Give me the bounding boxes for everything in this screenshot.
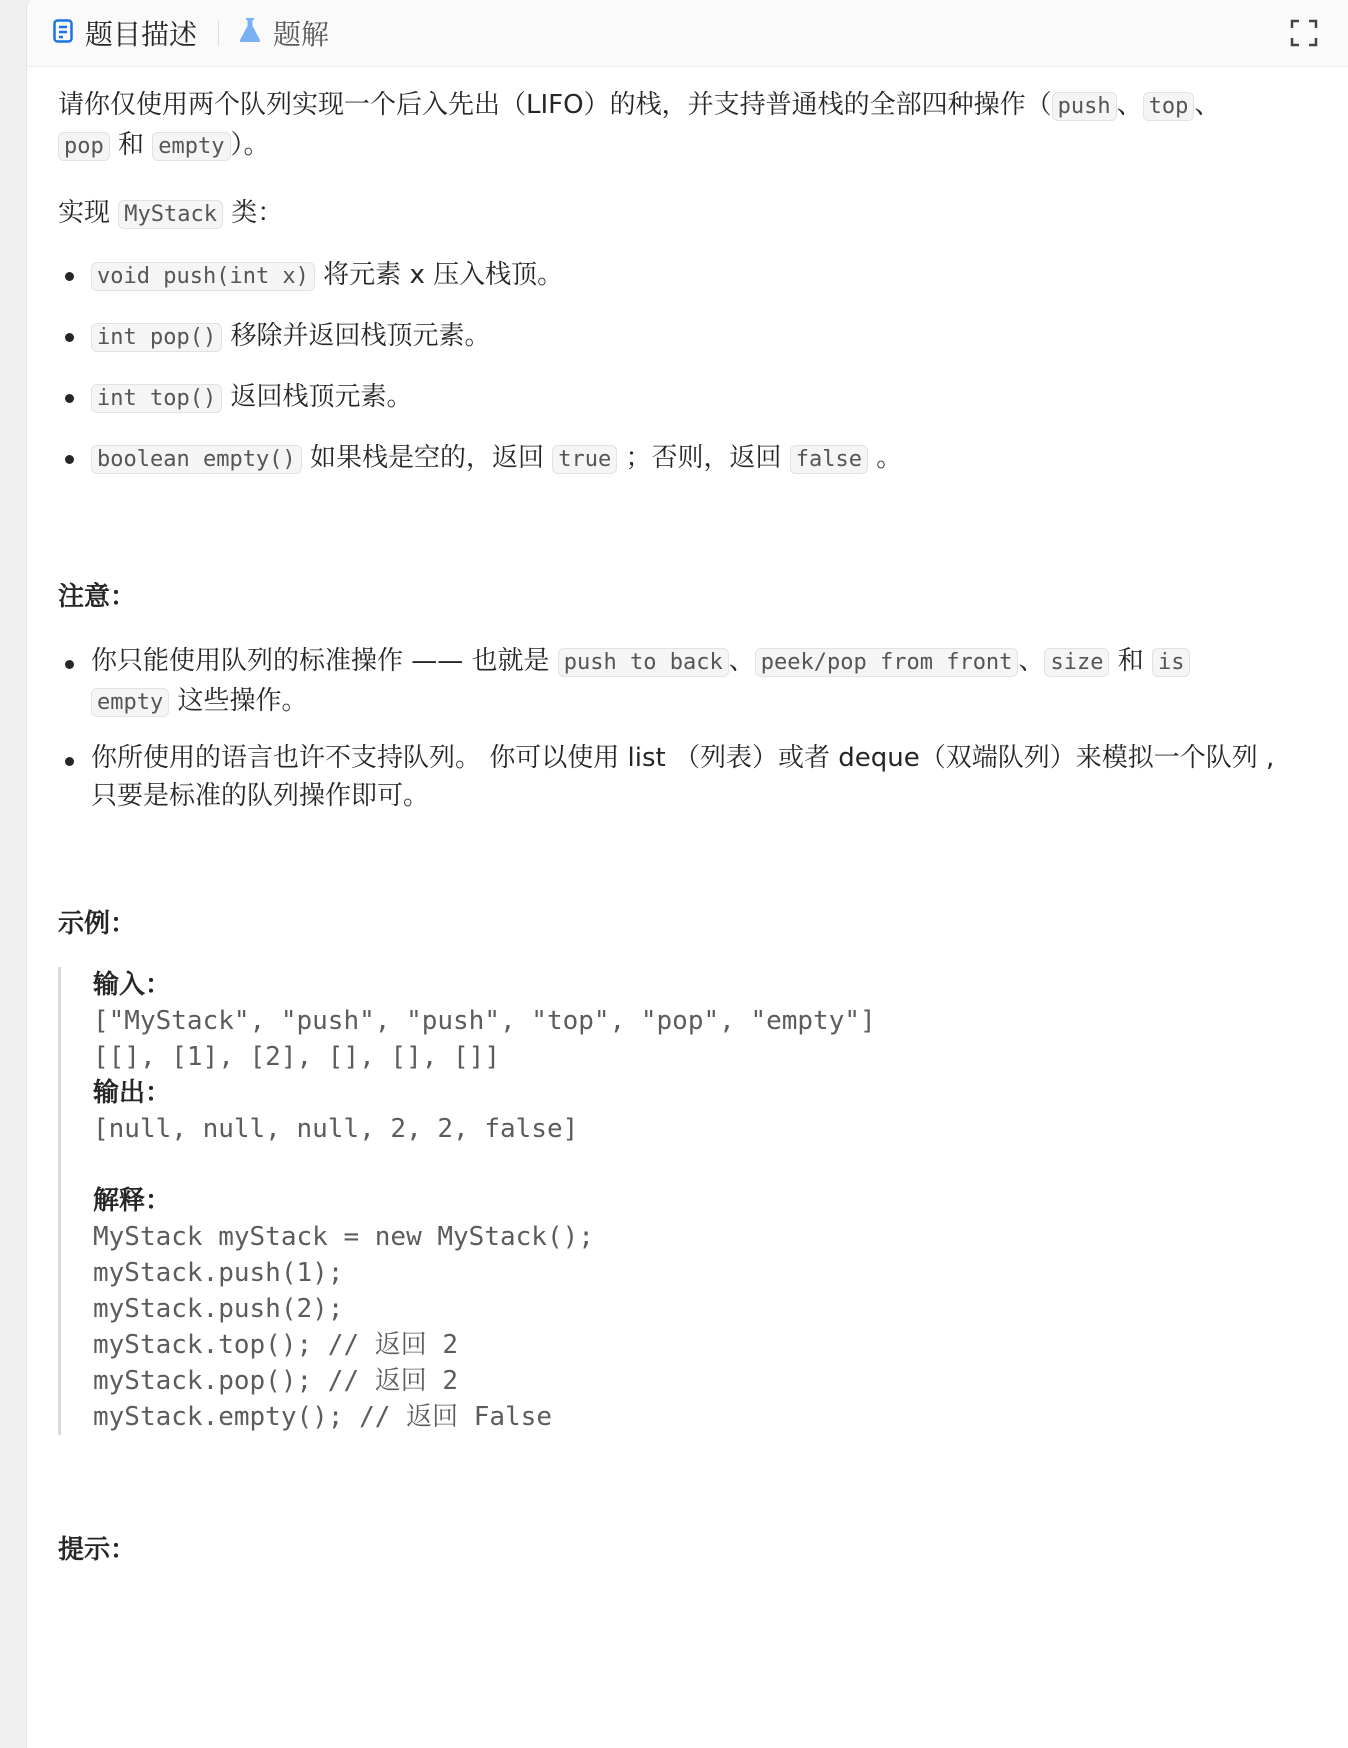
output-label: 输出： <box>93 1078 172 1108</box>
input-label: 输入： <box>93 970 172 1000</box>
explain-line: myStack.empty(); // 返回 False <box>93 1402 552 1432</box>
explain-line: myStack.pop(); // 返回 2 <box>93 1366 459 1396</box>
intro-sep: 、 <box>1194 90 1221 120</box>
notes-list <box>58 642 1298 815</box>
tab-solution-label: 题解 <box>273 18 330 51</box>
explain-line: myStack.top(); // 返回 2 <box>93 1330 459 1360</box>
code-push-to-back: push to back <box>558 648 729 677</box>
method-code: void push(int x) <box>91 262 315 291</box>
explain-line: myStack.push(1); <box>93 1258 344 1288</box>
method-code: int top() <box>91 384 222 413</box>
intro-sep: 、 <box>1116 90 1143 120</box>
method-text: 将元素 x 压入栈顶。 <box>314 260 564 290</box>
impl-paragraph <box>58 192 1298 236</box>
list-item <box>58 642 1298 722</box>
input-line: [[], [1], [2], [], [], []] <box>93 1042 500 1072</box>
method-code: int pop() <box>91 323 222 352</box>
explain-label: 解释： <box>93 1186 172 1216</box>
method-code: boolean empty() <box>91 445 302 474</box>
tab-bar <box>27 0 1348 67</box>
explain-line: myStack.push(2); <box>93 1294 344 1324</box>
note-sep: 、 <box>1018 646 1045 676</box>
impl-text-end: 类： <box>222 198 284 228</box>
code-pop: pop <box>58 132 110 161</box>
intro-and: 和 <box>109 130 153 160</box>
tab-divider <box>218 20 219 46</box>
method-text: ；否则，返回 <box>617 443 790 473</box>
fullscreen-icon[interactable] <box>1289 18 1319 48</box>
list-item <box>58 739 1298 815</box>
method-text: 返回栈顶元素。 <box>222 382 413 412</box>
output-line: [null, null, null, 2, 2, false] <box>93 1114 579 1144</box>
example-heading: 示例： <box>58 909 137 939</box>
code-empty: empty <box>152 132 230 161</box>
note-text: 你所使用的语言也许不支持队列。 你可以使用 list （列表）或者 deque（双端队列）来模拟一个队列 , 只要是标准的队列操作即可。 <box>91 743 1275 811</box>
explain-line: MyStack myStack = new MyStack(); <box>93 1222 594 1252</box>
list-item <box>58 315 1298 359</box>
input-line: ["MyStack", "push", "push", "top", "pop", "empty"] <box>93 1006 876 1036</box>
code-true: true <box>552 445 617 474</box>
notes-heading: 注意： <box>58 582 137 612</box>
intro-text: 请你仅使用两个队列实现一个后入先出（LIFO）的栈，并支持普通栈的全部四种操作（ <box>58 90 1052 120</box>
method-text: 。 <box>867 443 903 473</box>
problem-panel <box>26 0 1348 1748</box>
code-peek-pop: peek/pop from front <box>755 648 1019 677</box>
problem-content <box>58 66 1298 1571</box>
code-size: size <box>1044 648 1109 677</box>
list-item <box>58 376 1298 420</box>
note-and: 和 <box>1109 646 1152 676</box>
document-icon <box>53 17 73 50</box>
code-false: false <box>790 445 868 474</box>
hints-heading: 提示： <box>58 1535 137 1565</box>
example-block <box>58 967 1298 1435</box>
intro-end: ）。 <box>230 130 270 160</box>
method-list <box>58 254 1298 481</box>
tab-description[interactable] <box>53 0 197 66</box>
tab-description-label: 题目描述 <box>85 18 198 51</box>
note-text: 你只能使用队列的标准操作 —— 也就是 <box>91 646 558 676</box>
list-item <box>58 254 1298 298</box>
note-sep: 、 <box>728 646 755 676</box>
code-push: push <box>1052 92 1117 121</box>
tab-solution[interactable] <box>239 0 329 66</box>
list-item <box>58 437 1298 481</box>
code-top: top <box>1143 92 1195 121</box>
method-text: 移除并返回栈顶元素。 <box>222 321 491 351</box>
impl-text: 实现 <box>58 198 119 228</box>
code-is-empty: is <box>1152 648 1191 677</box>
method-text: 如果栈是空的，返回 <box>301 443 553 473</box>
flask-icon <box>239 17 261 50</box>
code-mystack: MyStack <box>118 200 223 229</box>
intro-paragraph <box>58 86 1298 166</box>
code-is-empty-cont: empty <box>91 688 169 717</box>
note-text-end: 这些操作。 <box>169 686 308 716</box>
